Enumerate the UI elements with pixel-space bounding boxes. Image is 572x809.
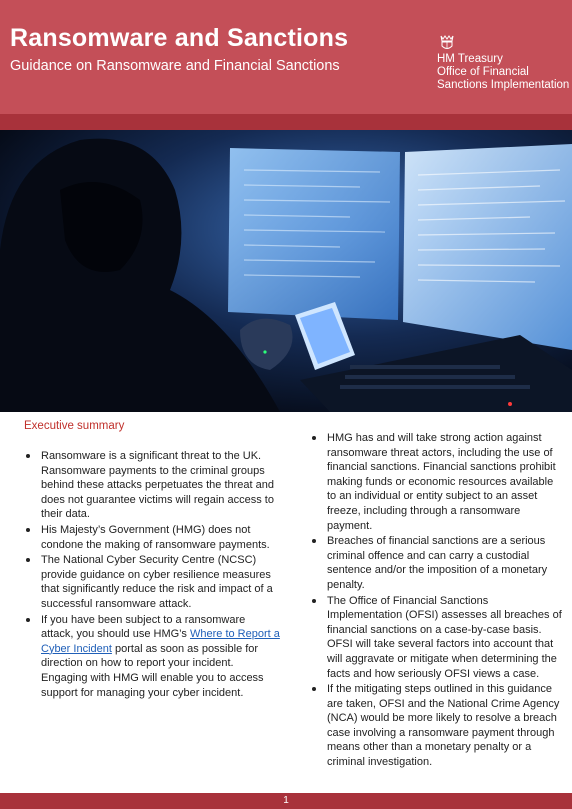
list-item — [24, 553, 280, 611]
list-item-text: The Office of Financial Sanctions Implementation (OFSI) assesses all breaches of financial sanctions on a case-by-case basis. OFSI will take several factors into account that will aggravate or mitigate when determining the facts and how seriously OFSI views a case. — [327, 594, 562, 680]
list-item — [310, 682, 562, 770]
list-item — [24, 449, 280, 522]
document-header — [0, 0, 572, 114]
summary-list-left — [24, 449, 280, 701]
page-number: 1 — [283, 795, 289, 806]
list-item-text: HMG has and will take strong action against ransomware threat actors, including the use of financial sanctions. Financial sanctions prohibit making funds or economic resources available to an individual or entity subject to an asset freeze, including through a ransomware payment. — [327, 432, 556, 532]
list-item — [310, 534, 562, 592]
list-item — [24, 613, 280, 701]
where-to-report-link[interactable]: Where to Report a Cyber Incident — [41, 628, 280, 655]
header-band — [0, 114, 572, 130]
page-footer — [0, 793, 572, 809]
list-item-text: If you have been subject to a ransomware attack, you should use HMG’s — [41, 613, 246, 641]
list-item-text: Ransomware is a significant threat to the UK. Ransomware payments to the criminal groups behind these attacks perpetuates the threat and does not guarantee victims will regain access to their data. — [41, 450, 274, 521]
document-title: Ransomware and Sanctions — [10, 24, 349, 52]
document-subtitle: Guidance on Ransomware and Financial Sanctions — [10, 58, 340, 74]
list-item-text: The National Cyber Security Centre (NCSC) provide guidance on cyber resilience measures that significantly reduce the risk and impact of a successful ransomware attack. — [41, 554, 273, 610]
list-item-text: Breaches of financial sanctions are a serious criminal offence and can carry a custodial sentence and/or the imposition of a monetary penalty. — [327, 535, 548, 591]
org-name-line-1: HM Treasury — [437, 53, 503, 65]
list-item-text: If the mitigating steps outlined in this guidance are taken, OFSI and the National Crime Agency (NCA) would be more likely to resolve a breach case involving a ransomware payment through means other than a monetary penalty or a criminal investigation. — [327, 683, 560, 769]
section-heading-executive-summary: Executive summary — [24, 420, 125, 432]
summary-list-right — [310, 431, 562, 771]
list-item — [310, 431, 562, 533]
hooded-hacker-icon — [0, 130, 572, 412]
org-name-line-2: Office of Financial — [437, 66, 529, 78]
hero-image — [0, 130, 572, 412]
list-item-text: portal as soon as possible for direction on how to report your incident. Engaging with HMG will enable you to access support for managing your cyber incident. — [41, 642, 264, 699]
list-item — [24, 523, 280, 552]
list-item-text: His Majesty’s Government (HMG) does not condone the making of ransomware payments. — [41, 523, 270, 551]
org-name-line-3: Sanctions Implementation — [437, 79, 570, 91]
list-item — [310, 594, 562, 682]
royal-crest-icon — [438, 34, 456, 52]
